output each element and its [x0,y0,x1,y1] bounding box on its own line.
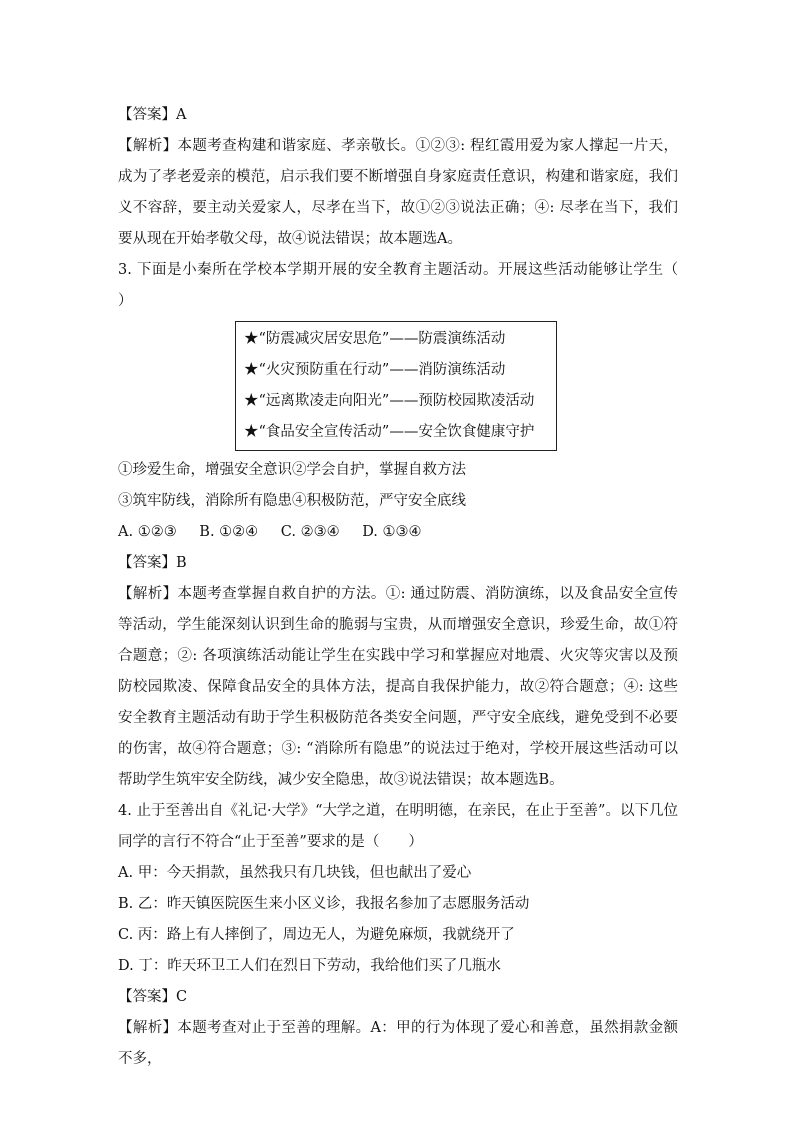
q3-box-item: ★“火灾预防重在行动”——消防演练活动 [244,362,506,378]
q4-stem: 4. 止于至善出自《礼记·大学》“大学之道，在明明德，在亲民，在止于至善”。以下几位同学的言行不符合“止于至善”要求的是（ ） [118,803,678,850]
q3-option-b: B. ①②④ [199,524,259,540]
q2-analysis: 【解析】本题考查构建和谐家庭、孝亲敬长。①②③: 程红霞用爱为家人撑起一片天，成为了孝老爱亲的模范，启示我们要不断增强自身家庭责任意识，构建和谐家庭，我们义不容辞，要主动关爱家人，尽孝在当下，故①②③说法正确；④: 尽孝在当下，我们要从现在开始孝敬父母，故④说法错误；故本题选A。 [118,138,678,247]
q3-statement: ③筑牢防线，消除所有隐患④积极防范，严守安全底线 [118,493,466,509]
q3-option-c: C. ②③④ [280,524,340,540]
q4-analysis: 【解析】本题考查对止于至善的理解。A：甲的行为体现了爱心和善意，虽然捐款金额不多， [118,1020,678,1067]
q4-option-c: C. 丙：路上有人摔倒了，周边无人，为避免麻烦，我就绕开了 [118,927,515,943]
q4-option-a: A. 甲：今天捐款，虽然我只有几块钱，但也献出了爱心 [118,865,472,881]
q3-option-a: A. ①②③ [118,524,177,540]
q2-answer: 【答案】A [118,107,187,123]
q3-option-d: D. ①③④ [362,524,422,540]
q3-box-item: ★“远离欺凌走向阳光”——预防校园欺凌活动 [244,393,535,409]
q3-answer: 【答案】B [118,555,187,571]
q3-options [118,517,678,548]
q4-answer: 【答案】C [118,989,188,1005]
q3-statement: ①珍爱生命，增强安全意识②学会自护，掌握自救方法 [118,462,466,478]
q3-activity-box [235,321,557,451]
q4-option-b: B. 乙：昨天镇医院医生来小区义诊，我报名参加了志愿服务活动 [118,896,530,912]
q4-option-d: D. 丁：昨天环卫工人们在烈日下劳动，我给他们买了几瓶水 [118,958,501,974]
q3-analysis: 【解析】本题考查掌握自救自护的方法。①: 通过防震、消防演练，以及食品安全宣传等活动，学生能深刻认识到生命的脆弱与宝贵，从而增强安全意识，珍爱生命，故①符合题意；②: 各项演练活动能让学生在实践中学习和掌握应对地震、火灾等灾害以及预防校园欺凌、保障食品安全的具体方法，提高自我保护能力，故②符合题意；④: 这些安全教育主题活动有助于学生积极防范各类安全问题，严守安全底线，避免受到不必要的伤害，故④符合题意；③: “消除所有隐患”的说法过于绝对，学校开展这些活动可以帮助学生筑牢安全防线，减少安全隐患，故③说法错误；故本题选B。 [118,586,678,788]
q3-box-item: ★“防震减灾居安思危”——防震演练活动 [244,331,506,347]
q3-box-item: ★“食品安全宣传活动”——安全饮食健康守护 [244,424,535,440]
q3-stem: 3. 下面是小秦所在学校本学期开展的安全教育主题活动。开展这些活动能够让学生（ ） [118,262,707,309]
document-page [118,100,707,1075]
